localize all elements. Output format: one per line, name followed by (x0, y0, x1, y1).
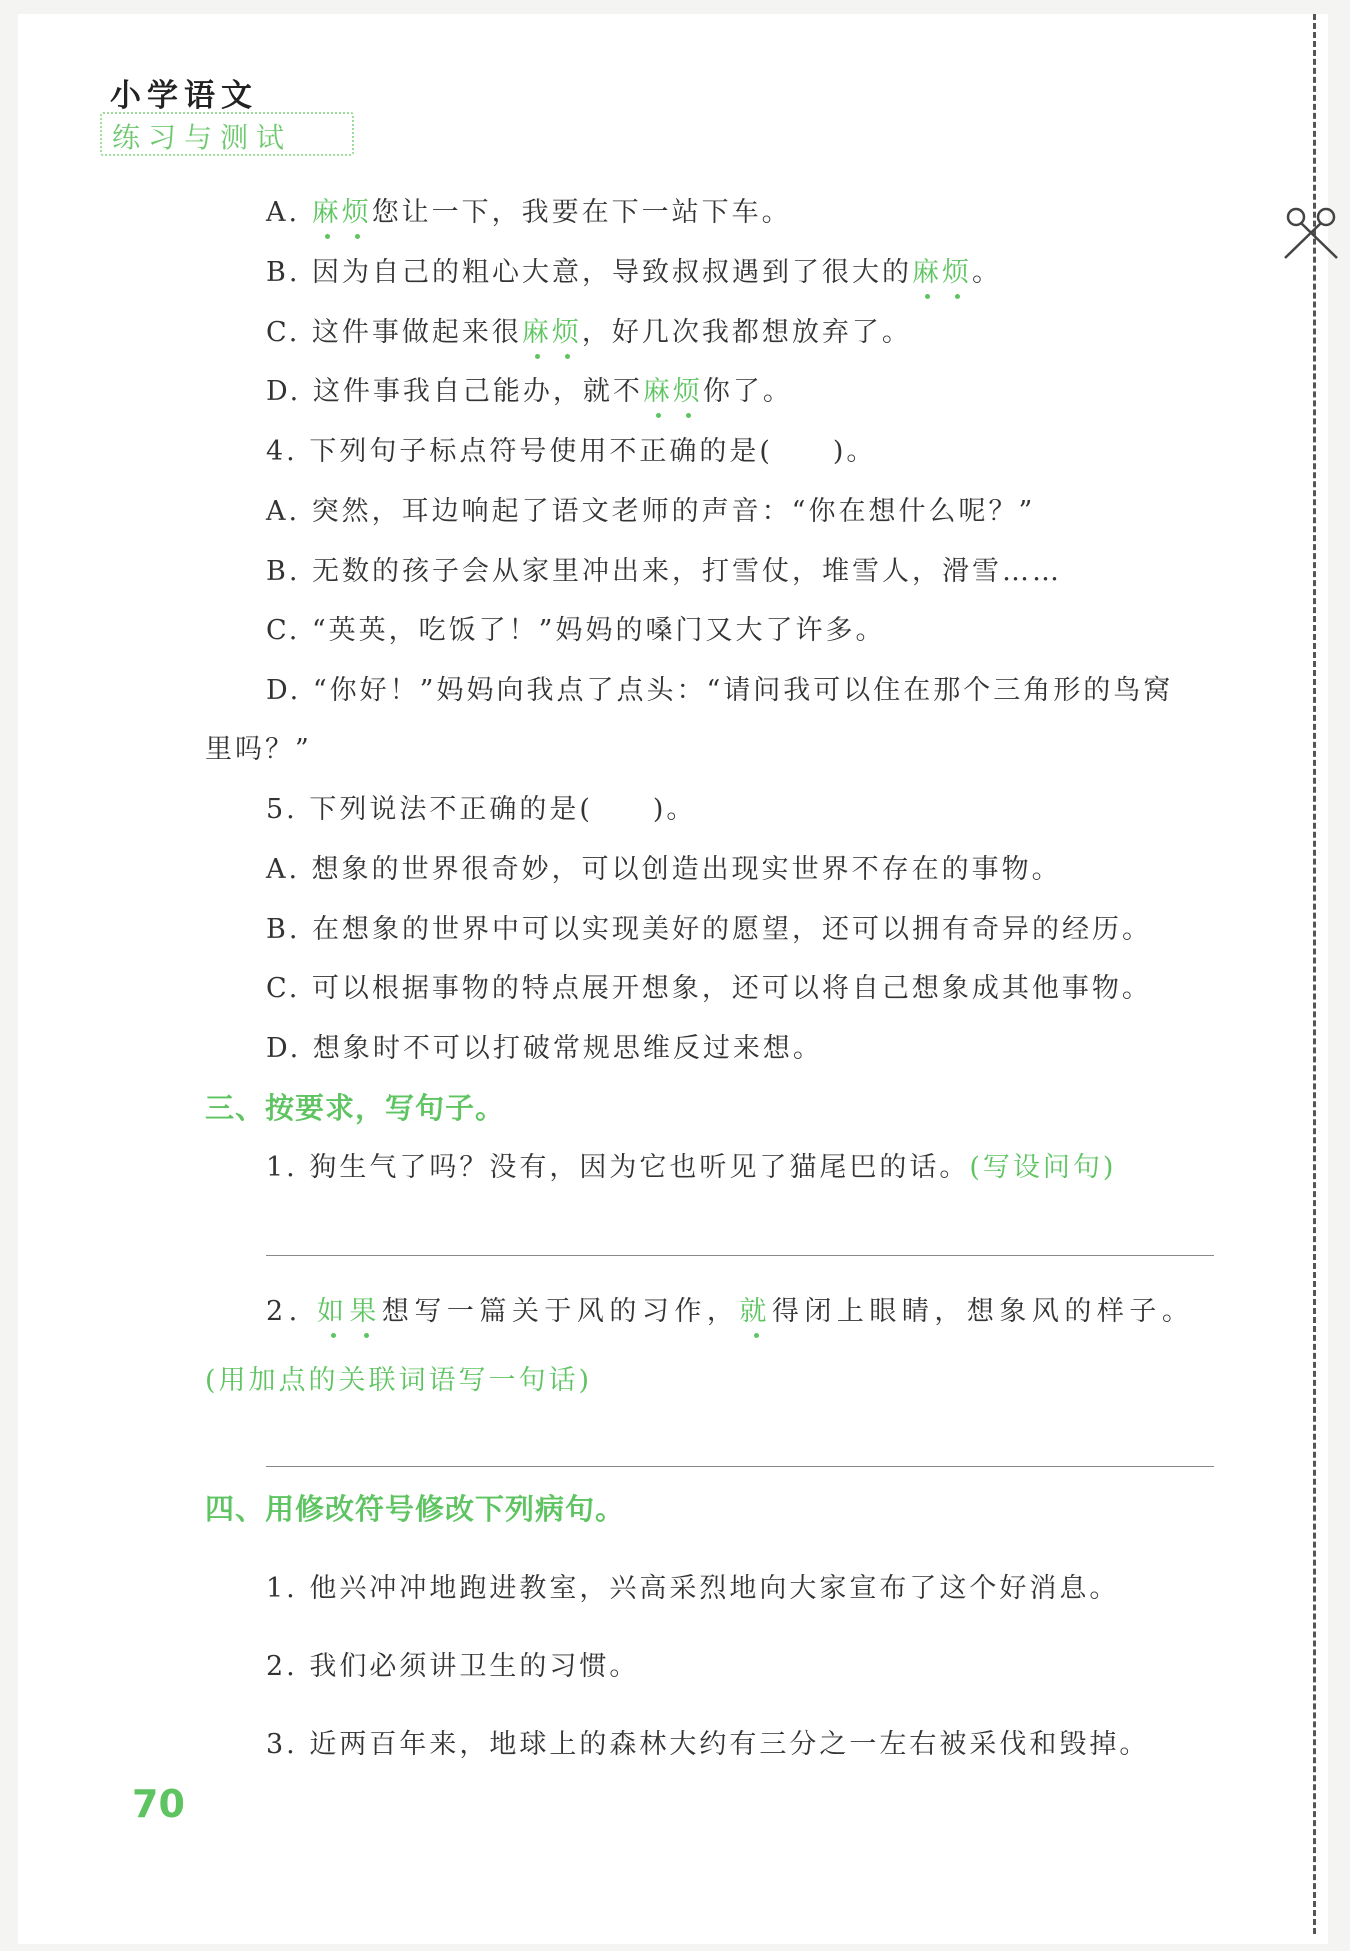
book-logo (110, 70, 293, 154)
book-title: 小学语文 (110, 78, 258, 114)
q5-option-c: C. 可以根据事物的特点展开想象，还可以将自己想象成其他事物。 (266, 973, 1152, 1004)
q4-option-d-line2: 里吗？” (205, 734, 312, 765)
section4-sentence-3: 3. 近两百年来，地球上的森林大约有三分之一左右被采伐和毁掉。 (266, 1729, 1150, 1760)
q3-option-a: A. 麻烦您让一下，我要在下一站下车。 (266, 197, 792, 228)
q4-option-b: B. 无数的孩子会从家里冲出来，打雪仗，堆雪人，滑雪…… (266, 556, 1063, 587)
q4-stem: 4. 下列句子标点符号使用不正确的是( )。 (266, 436, 877, 467)
section4-sentence-2: 2. 我们必须讲卫生的习惯。 (266, 1651, 640, 1682)
book-subtitle: 练习与测试 (112, 121, 293, 154)
section3-q1: 1. 狗生气了吗？没有，因为它也听见了猫尾巴的话。(写设问句) (266, 1152, 1117, 1183)
book-subtitle-box (100, 112, 354, 156)
q3-option-d: D. 这件事我自己能办，就不麻烦你了。 (266, 376, 793, 407)
section4-heading: 四、用修改符号修改下列病句。 (205, 1492, 626, 1526)
section3-q2-hint: (用加点的关联词语写一句话) (205, 1365, 593, 1396)
q4-option-d-line1: D. “你好！”妈妈向我点了点头：“请问我可以住在那个三角形的鸟窝 (266, 675, 1174, 706)
section3-q1-hint: (写设问句) (969, 1152, 1117, 1183)
section4-sentence-1: 1. 他兴冲冲地跑进教室，兴高采烈地向大家宣布了这个好消息。 (266, 1573, 1120, 1604)
q3-option-b: B. 因为自己的粗心大意，导致叔叔遇到了很大的麻烦。 (266, 257, 1003, 288)
q4-option-c: C. “英英，吃饭了！”妈妈的嗓门又大了许多。 (266, 615, 886, 646)
page-number: 70 (132, 1782, 185, 1826)
scissors-icon (1283, 206, 1339, 262)
q5-option-b: B. 在想象的世界中可以实现美好的愿望，还可以拥有奇异的经历。 (266, 914, 1153, 945)
section3-q2: 2. 如果想写一篇关于风的习作，就得闭上眼睛，想象风的样子。 (266, 1296, 1195, 1327)
q3-option-c: C. 这件事做起来很麻烦，好几次我都想放弃了。 (266, 317, 912, 348)
q5-stem: 5. 下列说法不正确的是( )。 (266, 794, 697, 825)
answer-line-2[interactable] (266, 1466, 1214, 1467)
q4-option-a: A. 突然，耳边响起了语文老师的声音：“你在想什么呢？” (266, 496, 1036, 527)
q5-option-d: D. 想象时不可以打破常规思维反过来想。 (266, 1033, 823, 1064)
q5-option-a: A. 想象的世界很奇妙，可以创造出现实世界不存在的事物。 (266, 854, 1062, 885)
cut-line (1313, 14, 1316, 1934)
answer-line-1[interactable] (266, 1255, 1214, 1256)
section3-heading: 三、按要求，写句子。 (205, 1091, 506, 1125)
